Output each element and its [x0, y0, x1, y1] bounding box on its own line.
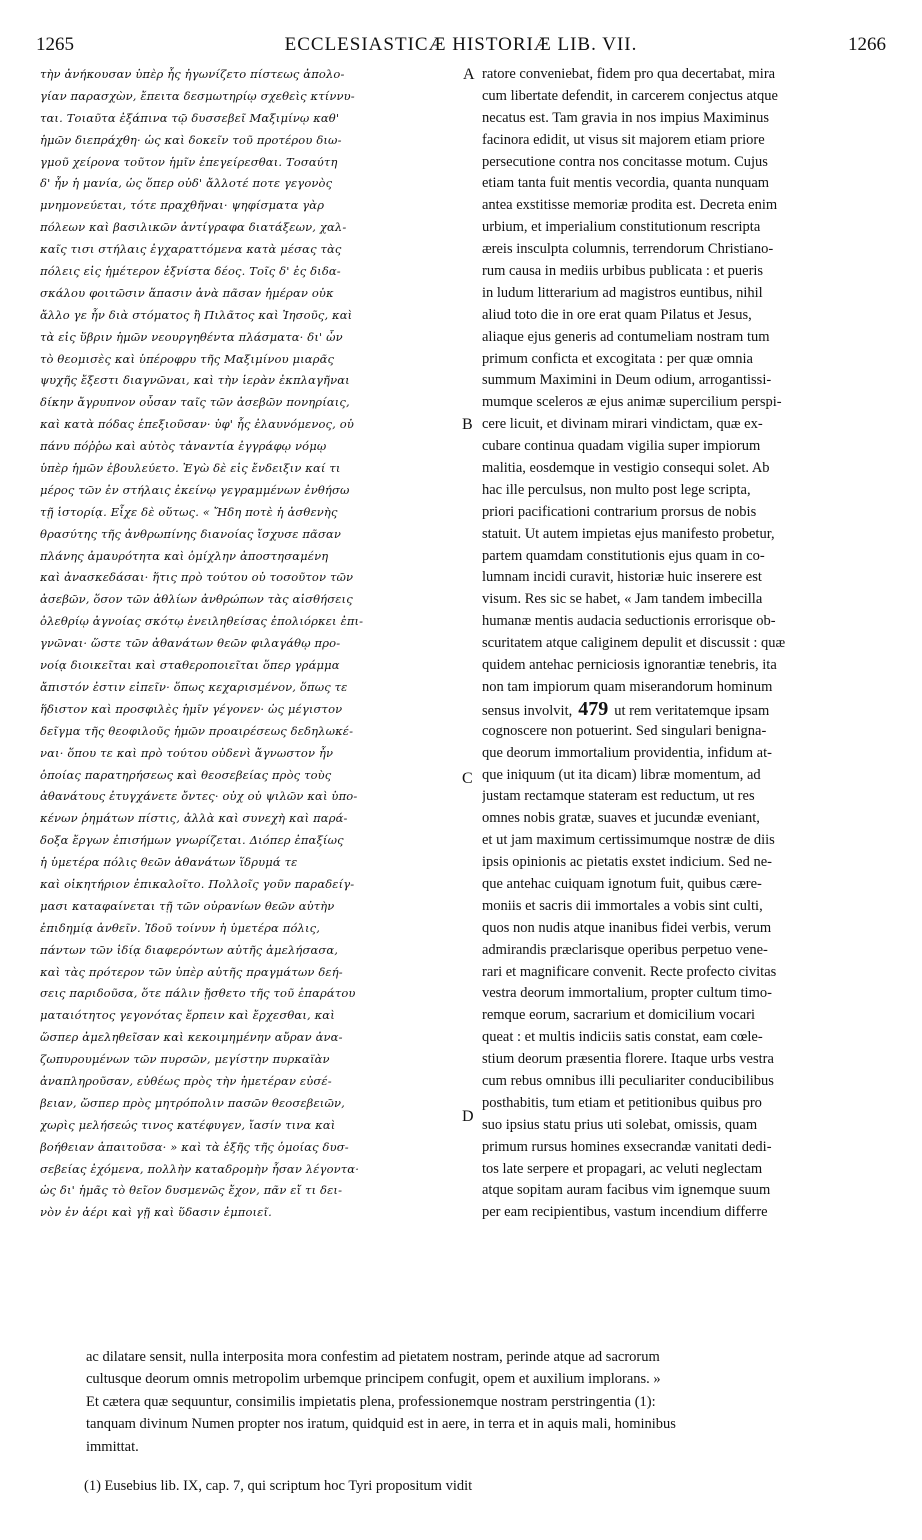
- latin-text-line: priori pacificationi contrarium prorsus de nobis: [482, 503, 757, 520]
- latin-text-line: persecutione contra nos concitasse motum. Cujus: [482, 153, 768, 170]
- latin-text-line: vestra deorum immortalium, propter cultum timo-: [482, 985, 772, 1002]
- right-page-number: 1266: [848, 34, 886, 55]
- greek-text-line: ἡ ὑμετέρα πόλις θεῶν ἀθανάτων ἵδρυμά τε: [40, 855, 298, 870]
- latin-text-continuation: ut rem veritatemque ipsam: [614, 702, 770, 719]
- latin-text-line: hac ille perculsus, non multo post lege scripta,: [482, 481, 751, 498]
- greek-text-line: θρασύτης τῆς ἀνθρωπίνης διανοίας ἴσχυσε πᾶσαν: [40, 526, 342, 541]
- latin-text-line: partem quamdam constitutionis ejus quam in co-: [482, 547, 765, 564]
- greek-text-line: χωρὶς μελήσεώς τινος κατέφυγεν, ἴασίν τινα καὶ: [40, 1117, 336, 1132]
- latin-text-line: que iniquum (ut ita dicam) libræ momentum, ad: [482, 766, 761, 783]
- latin-text-line: primum conficta et excogitata : per quæ omnia: [482, 350, 753, 367]
- bottom-text-line: ac dilatare sensit, nulla interposita mora confestim ad pietatem nostram, perinde atque ad sacrorum: [86, 1349, 660, 1365]
- greek-text-line: ἡμῶν διεπράχθη· ὡς καὶ δοκεῖν τοῦ προτέρου διω-: [40, 132, 342, 147]
- latin-text-line: facinora edidit, ut visus sit majorem etiam priore: [482, 131, 765, 148]
- latin-text-line: lumnam incidi curavit, historiæ huic inserere est: [482, 569, 762, 586]
- latin-text-line: que antehac cuiquam ignotum fuit, quibus cære-: [482, 875, 762, 892]
- latin-text-line: admirandis præclarisque operibus perpetuo vene-: [482, 941, 768, 958]
- greek-text-line: ἐπιδημίᾳ ἀνθεῖν. Ἰδοῦ τοίνυν ἡ ὑμετέρα πόλις,: [40, 920, 321, 935]
- greek-text-line: τὸ θεομισὲς καὶ ὑπέροφρυ τῆς Μαξιμίνου μιαρᾶς: [40, 351, 335, 366]
- margin-letter-d: D: [462, 1108, 474, 1125]
- latin-text-line: ipsis opinionis ac pietatis exstet indicium. Sed ne-: [482, 854, 772, 871]
- greek-text-line: σεβείας ἐχόμενα, πολλὴν καταδρομὴν ἦσαν λέγοντα·: [40, 1161, 360, 1176]
- greek-text-line: νὸν ἐν ἀέρι καὶ γῇ καὶ ὕδασιν ἐμποιεῖ.: [40, 1205, 272, 1220]
- greek-text-line: σκάλου φοιτῶσιν ἅπασιν ἀνὰ πᾶσαν ἡμέραν οὐκ: [40, 285, 334, 300]
- latin-text-line: atque sopitam auram facibus vim ignemque suum: [482, 1182, 771, 1199]
- greek-text-line: ὁποίας παρατηρήσεως καὶ θεοσεβείας πρὸς τοὺς: [40, 767, 332, 782]
- column-number: 479: [578, 698, 609, 720]
- greek-text-line: βοήθειαν ἀπαιτοῦσα· » καὶ τὰ ἑξῆς τῆς ὁμοίας δυσ-: [40, 1139, 349, 1154]
- latin-text-line: cum rebus omnibus illi peculiariter conducibilibus: [482, 1072, 774, 1089]
- greek-text-line: καὶ οἰκητήριον ἐπικαλοῖτο. Πολλοῖς γοῦν παραδείγ-: [40, 876, 355, 891]
- bottom-text-line: cultusque deorum omnis metropolim urbemque principem confugit, opem et auxilium implorans. »: [86, 1371, 661, 1388]
- latin-text-line: cognoscere non potuerint. Sed singulari benigna-: [482, 722, 767, 739]
- greek-text-line: πόλεις εἰς ἡμέτερον ἐξνίστα δέος. Τοῖς δ' ἐς διδα-: [40, 264, 341, 279]
- latin-text-line: ratore conveniebat, fidem pro qua decertabat, mira: [482, 66, 776, 82]
- greek-text-line: πλάνης ἀμαυρότητα καὶ ὁμίχλην ἀποστησαμένη: [40, 548, 329, 563]
- latin-text-line: rum causa in mediis urbibus publicata : et pueris: [482, 263, 764, 280]
- greek-text-line: ἥδιστον καὶ προσφιλὲς ἡμῖν γέγονεν· ὡς μέγιστον: [40, 701, 343, 716]
- bottom-text-line: tanquam divinum Numen propter nos iratum, quidquid est in aere, in terra et in aquis mali, hominibus: [86, 1416, 676, 1433]
- latin-text-line: posthabitis, tum etiam et petitionibus quibus pro: [482, 1094, 762, 1111]
- latin-text-line: remque eorum, sacrarium et domicilium vocari: [482, 1007, 755, 1024]
- left-page-number: 1265: [36, 34, 74, 55]
- latin-text-line: antea exstitisse memoriæ prodita est. Decreta enim: [482, 197, 778, 214]
- latin-text-line: justam rectamque stateram est reductum, ut res: [482, 788, 755, 805]
- greek-text-line: γμοῦ χείρονα τοῦτον ἡμῖν ἐπεγείρεσθαι. Τοσαύτη: [40, 154, 338, 169]
- latin-text-line: statuit. Ut autem impietas ejus manifesto probetur,: [482, 525, 775, 542]
- latin-text-line: rari et magnificare convenit. Recte profecto civitas: [482, 963, 777, 980]
- greek-column: [40, 64, 458, 1224]
- latin-text-line: que deorum immortalium providentia, infidum at-: [482, 744, 772, 761]
- latin-text-line: æreis insculpta columnis, terrendorum Christiano-: [482, 241, 774, 258]
- latin-text-line: moniis et sacris dii immortales a vobis sint culti,: [482, 897, 763, 914]
- latin-text-line: aliaque ejus generis ad contumeliam nostram tum: [482, 328, 770, 345]
- greek-text-line: καὶ ἀνασκεδάσαι· ἥτις πρὸ τούτου οὐ τοσοῦτον τῶν: [40, 570, 354, 585]
- latin-text-line: necatus est. Tam gravia in nos impius Maximinus: [482, 109, 770, 126]
- greek-text-line: σεις παριδοῦσα, ὅτε πάλιν ᾔσθετο τῆς τοῦ ἐπαράτου: [40, 986, 356, 1001]
- latin-text-line: quidem antehac perniciosis ignorantiæ tenebris, ita: [482, 657, 777, 674]
- greek-text-line: ὀλεθρίῳ ἀγνοίας σκότῳ ἐνειληθείσας ἐπολιόρκει ἐπι-: [40, 614, 364, 629]
- latin-text-line: cubare continua quadam vigilia super impiorum: [482, 438, 761, 455]
- margin-letter-c: C: [462, 770, 473, 787]
- greek-text-line: δίκην ἄγρυπνον οὖσαν ταῖς τῶν ἀσεβῶν πονηρίαις,: [40, 395, 350, 410]
- margin-letter-b: B: [462, 416, 473, 433]
- bottom-text-line: Et cætera quæ sequuntur, consimilis impietatis plena, professionemque nostram perstringentia (1):: [86, 1393, 656, 1410]
- latin-text-line: queat : et multis indiciis satis constat, eam cœle-: [482, 1029, 763, 1046]
- greek-text-line: ἀθανάτους ἐτυγχάνετε ὄντες· οὐχ οὐ ψιλῶν καὶ ὑπο-: [40, 789, 358, 804]
- latin-text-line: summum Maximini in Deum odium, arrogantissi-: [482, 372, 772, 389]
- latin-text-line: humanæ mentis audacia seductionis errorisque ob-: [482, 613, 776, 630]
- latin-text-line: [482, 699, 882, 721]
- latin-text-line: cere licuit, et divinam mirari vindictam, quæ ex-: [482, 416, 763, 433]
- greek-text-line: ἀναπληροῦσαν, εὐθέως πρὸς τὴν ἡμετέραν εὐσέ-: [40, 1073, 332, 1088]
- greek-text-line: πάνυ πόῤῥω καὶ αὐτὸς τἀναντία ἐγγράφῳ νόμῳ: [40, 439, 327, 454]
- latin-text-line: et ut jam maximum certissimumque nostræ de diis: [482, 832, 775, 849]
- latin-text-line: stium deorum præsentia florere. Itaque urbs vestra: [482, 1051, 774, 1068]
- greek-text-line: νοίᾳ διοικεῖται καὶ σταθεροποιεῖται ὅπερ γράμμα: [40, 658, 340, 673]
- latin-text-line: suo ipsius statu prius uti solebat, omissis, quam: [482, 1116, 758, 1133]
- greek-text-line: ὑπὲρ ἡμῶν ἐβουλεύετο. Ἐγὼ δὲ εἰς ἔνδειξιν καί τι: [40, 461, 341, 476]
- greek-text-line: δ' ἦν ἡ μανία, ὡς ὅπερ οὐδ' ἄλλοτέ ποτε γεγονὸς: [40, 176, 333, 191]
- greek-text-line: ματαιότητος γεγονότας ἕρπειν καὶ ἔρχεσθαι, καὶ: [40, 1008, 335, 1023]
- running-title: ECCLESIASTICÆ HISTORIÆ LIB. VII.: [284, 34, 638, 55]
- latin-text-segment: sensus involvit,: [482, 702, 573, 719]
- bottom-text-line: immittat.: [86, 1438, 139, 1455]
- greek-text-line: μέρος τῶν ἐν στήλαις ἐκείνῳ γεγραμμένων ἐνθήσω: [40, 482, 350, 497]
- greek-text-line: καὶ τὰς πρότερον τῶν ὑπὲρ αὐτῆς πραγμάτων δεή-: [40, 964, 343, 979]
- greek-text-line: βειαν, ὥσπερ πρὸς μητρόπολιν πασῶν θεοσεβειῶν,: [40, 1095, 345, 1110]
- latin-text-line: urbium, et imperialium constitutionum rescripta: [482, 219, 761, 236]
- greek-text-line: πάντων τῶν ἰδίᾳ διαφερόντων αὐτῆς ἀμελήσασα,: [40, 942, 339, 957]
- latin-text-line: mumque sceleros æ ejus animæ supercilium perspi-: [482, 394, 782, 411]
- greek-text-line: ὥσπερ ἀμεληθεῖσαν καὶ κεκοιμημένην αὔραν ἀνα-: [40, 1030, 343, 1045]
- latin-column: [482, 64, 882, 1224]
- full-width-text: [86, 1346, 886, 1458]
- greek-text-line: γίαν παρασχὼν, ἔπειτα δεσμωτηρίῳ σχεθεὶς κτίννυ-: [40, 88, 355, 103]
- latin-text-line: aliud toto die in ore erat quam Pilatus et Jesus,: [482, 306, 752, 323]
- latin-text-line: cum libertate defendit, in carcerem conjectus atque: [482, 87, 778, 104]
- greek-text-line: πόλεων καὶ βασιλικῶν ἀντίγραφα διατάξεων, χαλ-: [40, 220, 347, 235]
- greek-text-line: κένων ῥημάτων πίστις, ἀλλὰ καὶ συνεχὴ καὶ παρά-: [40, 811, 348, 826]
- greek-text-line: τὰ εἰς ὕβριν ἡμῶν νεουργηθέντα πλάσματα· δι' ὧν: [40, 329, 343, 344]
- running-header: [36, 34, 886, 58]
- greek-text-line: ψυχῆς ἔξεστι διαγνῶναι, καὶ τὴν ἱερὰν ἐκπλαγῆναι: [40, 373, 350, 388]
- greek-text-line: ναι· ὅπου τε καὶ πρὸ τούτου οὐδενὶ ἄγνωστον ἦν: [40, 745, 334, 760]
- latin-text-line: malitia, eosdemque in vestigio consequi solet. Ab: [482, 460, 770, 477]
- greek-text-line: ἄπιστόν ἐστιν εἰπεῖν· ὅπως κεχαρισμένον, ὅπως τε: [40, 679, 348, 694]
- greek-text-line: τὴν ἀνήκουσαν ὑπὲρ ἧς ἠγωνίζετο πίστεως ἀπολο-: [40, 67, 345, 81]
- greek-text-line: μνημονεύεται, τότε πραχθῆναι· ψηφίσματα γὰρ: [40, 198, 325, 213]
- latin-text-line: primum rursus homines exsecrandæ vanitati dedi-: [482, 1138, 772, 1155]
- greek-text-line: γνῶναι· ὥστε τῶν ἀθανάτων θεῶν φιλαγάθῳ προ-: [40, 636, 341, 651]
- margin-letter-a: A: [463, 66, 475, 83]
- latin-text-line: scuritatem atque caliginem depulit et discussit : quæ: [482, 635, 786, 652]
- greek-text-line: ἄλλο γε ἦν διὰ στόματος ἢ Πιλᾶτος καὶ Ἰησοῦς, καὶ: [40, 307, 353, 322]
- greek-text-line: ζωπυρουμένων τῶν πυρσῶν, μεγίστην πυρκαϊὰν: [40, 1052, 330, 1067]
- latin-text-line: per eam recipientibus, vastum incendium differre: [482, 1204, 768, 1221]
- greek-text-line: δοξα ἔργων ἐπισήμων γνωρίζεται. Διόπερ ἐπαξίως: [40, 833, 344, 848]
- greek-text-line: ὡς δι' ἡμᾶς τὸ θεῖον δυσμενῶς ἔχον, πᾶν εἴ τι δει-: [40, 1183, 343, 1198]
- latin-text-line: tos late serpere et propagari, ac veluti neglectam: [482, 1160, 763, 1177]
- latin-text-line: quos non nudis atque inanibus fidei verbis, verum: [482, 919, 772, 936]
- greek-text-line: ται. Τοιαῦτα ἐξάπινα τῷ δυσσεβεῖ Μαξιμίνῳ καθ': [40, 110, 340, 125]
- greek-text-line: δεῖγμα τῆς θεοφιλοῦς ἡμῶν προαιρέσεως δεδηλωκέ-: [40, 723, 354, 738]
- latin-text-line: omnes nobis gratæ, suaves et jucundæ eveniant,: [482, 810, 760, 827]
- greek-text-line: ἀσεβῶν, ὅσον τῶν ἀθλίων ἀνθρώπων τὰς αἰσθήσεις: [40, 592, 353, 607]
- latin-text-line: non tam impiorum quam miserandorum hominum: [482, 678, 773, 695]
- latin-text-line: visum. Res sic se habet, « Jam tandem imbecilla: [482, 591, 763, 608]
- footnote: (1) Eusebius lib. IX, cap. 7, qui scriptum hoc Tyri propositum vidit: [84, 1478, 473, 1494]
- greek-text-line: μασι καταφαίνεται τῇ τῶν οὐρανίων θεῶν αὐτὴν: [40, 898, 335, 913]
- greek-text-line: τῇ ἱστορίᾳ. Εἶχε δὲ οὕτως. « Ἤδη ποτὲ ἡ ἀσθενὴς: [40, 504, 338, 519]
- latin-text-line: in ludum litterarium ad magistros euntibus, nihil: [482, 284, 763, 301]
- greek-text-line: καῖς τισι στήλαις ἐγχαραττόμενα κατὰ μέσας τὰς: [40, 242, 342, 257]
- greek-text-line: καὶ κατὰ πόδας ἑπεξιοῦσαν· ὑφ' ἧς ἐλαυνόμενος, οὐ: [40, 417, 354, 432]
- latin-text-line: etiam tanta fuit mentis vecordia, quanta nunquam: [482, 175, 770, 192]
